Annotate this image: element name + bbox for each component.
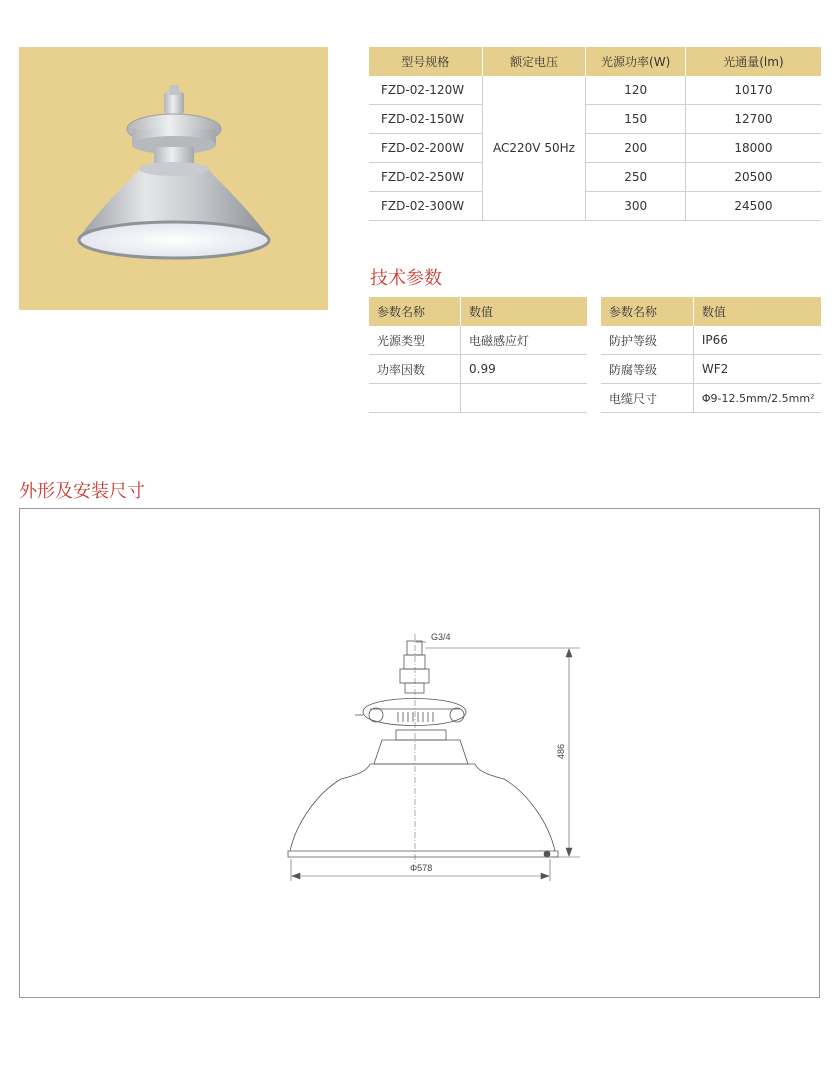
lamp-dimension-drawing <box>20 509 821 999</box>
param-name-cell: 电缆尺寸 <box>601 384 693 413</box>
product-photo <box>19 47 328 310</box>
header-flux: 光通量(lm) <box>685 47 821 76</box>
dimensions-title: 外形及安装尺寸 <box>19 481 145 502</box>
param-value-cell <box>461 384 587 413</box>
table-row <box>601 355 821 384</box>
thread-label: G3/4 <box>431 632 451 642</box>
flux-cell: 20500 <box>685 163 821 192</box>
param-name-cell: 防腐等级 <box>601 355 693 384</box>
model-cell: FZD-02-250W <box>369 163 482 192</box>
power-cell: 200 <box>586 134 685 163</box>
table-row <box>369 384 587 413</box>
flux-cell: 18000 <box>685 134 821 163</box>
header-param-name: 参数名称 <box>601 297 693 326</box>
model-cell: FZD-02-150W <box>369 105 482 134</box>
header-power: 光源功率(W) <box>586 47 685 76</box>
power-cell: 120 <box>586 76 685 105</box>
param-value-cell: 0.99 <box>461 355 587 384</box>
lamp-photo-illustration <box>19 47 328 310</box>
param-value-cell: IP66 <box>693 326 821 355</box>
table-row <box>369 163 821 192</box>
model-cell: FZD-02-300W <box>369 192 482 221</box>
table-row <box>369 192 821 221</box>
model-cell: FZD-02-120W <box>369 76 482 105</box>
param-value-cell: Φ9-12.5mm/2.5mm² <box>693 384 821 413</box>
param-value-cell: WF2 <box>693 355 821 384</box>
power-cell: 250 <box>586 163 685 192</box>
spec-table-header <box>369 47 821 76</box>
power-cell: 300 <box>586 192 685 221</box>
height-label: 486 <box>556 743 566 759</box>
params-table-right <box>601 297 821 413</box>
spec-table <box>369 47 821 221</box>
header-param-value: 数值 <box>461 297 587 326</box>
voltage-cell: AC220V 50Hz <box>482 76 586 221</box>
flux-cell: 24500 <box>685 192 821 221</box>
table-row <box>369 355 587 384</box>
params-header <box>369 297 587 326</box>
table-row <box>369 326 587 355</box>
param-name-cell: 功率因数 <box>369 355 461 384</box>
table-row <box>601 326 821 355</box>
power-cell: 150 <box>586 105 685 134</box>
table-row <box>369 76 821 105</box>
header-param-value: 数值 <box>693 297 821 326</box>
lamp-outline <box>288 641 558 857</box>
params-table-left <box>369 297 587 413</box>
flux-cell: 12700 <box>685 105 821 134</box>
table-row <box>601 384 821 413</box>
header-param-name: 参数名称 <box>369 297 461 326</box>
tech-params-title: 技术参数 <box>370 268 442 289</box>
table-row <box>369 105 821 134</box>
dimension-drawing-frame <box>19 508 820 998</box>
flux-cell: 10170 <box>685 76 821 105</box>
param-name-cell: 光源类型 <box>369 326 461 355</box>
param-value-cell: 电磁感应灯 <box>461 326 587 355</box>
params-header <box>601 297 821 326</box>
header-voltage: 额定电压 <box>482 47 586 76</box>
model-cell: FZD-02-200W <box>369 134 482 163</box>
param-name-cell: 防护等级 <box>601 326 693 355</box>
param-name-cell <box>369 384 461 413</box>
table-row <box>369 134 821 163</box>
diameter-label: Φ578 <box>410 863 433 873</box>
header-model: 型号规格 <box>369 47 482 76</box>
